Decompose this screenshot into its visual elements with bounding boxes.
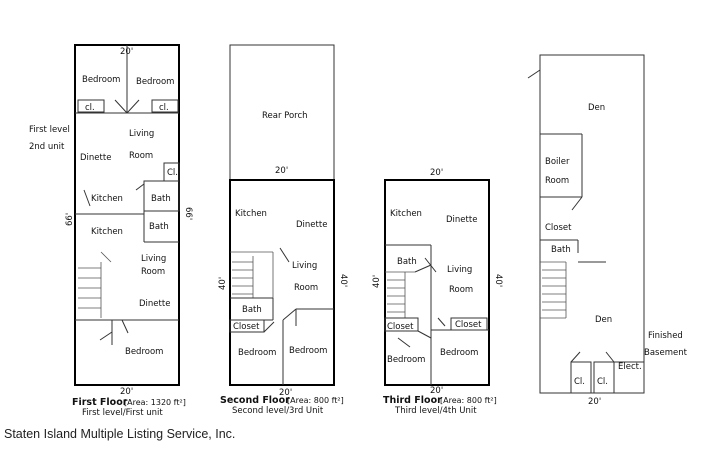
second-caption-main: Second Floor	[220, 395, 290, 406]
basement-elect: Elect.	[618, 362, 642, 372]
first-bottom-dim: 20'	[120, 387, 134, 397]
basement-stairs	[540, 262, 566, 318]
second-bottom-dim: 20'	[279, 388, 293, 398]
first-closet-mid: Cl.	[167, 168, 178, 178]
first-side-label-2: 2nd unit	[29, 142, 65, 152]
first-living-b-label-1: Living	[141, 254, 167, 264]
first-kitchen-bottom: Kitchen	[91, 227, 123, 237]
basement-boiler-label-1: Boiler	[545, 157, 570, 167]
basement-bottom-dim: 20'	[588, 397, 602, 407]
first-right-dim: 66'	[183, 207, 193, 221]
first-closet-right: cl.	[159, 103, 169, 113]
rear-porch-plan	[230, 45, 334, 180]
second-closet: Closet	[233, 322, 260, 332]
third-floor-stairs	[385, 272, 415, 318]
second-living-label-1: Living	[292, 261, 318, 271]
first-floor-plan	[29, 45, 193, 418]
basement-plan	[528, 55, 688, 407]
first-caption-main: First Floor	[72, 397, 128, 408]
first-caption-area: [Area: 1320 ft²]	[124, 398, 186, 407]
basement-side-label-2: Basement	[644, 348, 687, 358]
first-bath-top: Bath	[151, 194, 171, 204]
first-caption-sub: First level/First unit	[82, 408, 163, 418]
third-bedroom-left: Bedroom	[387, 355, 426, 365]
second-left-dim: 40'	[218, 276, 228, 290]
basement-closet-1: Cl.	[574, 377, 585, 387]
first-living-label-2: Room	[129, 151, 154, 161]
rear-porch-label: Rear Porch	[262, 111, 308, 121]
listing-footer: Staten Island Multiple Listing Service, Inc.	[4, 427, 236, 441]
first-floor-stairs	[78, 252, 111, 318]
third-right-dim: 40'	[493, 274, 503, 288]
basement-den-top: Den	[588, 103, 606, 113]
third-bedroom-right: Bedroom	[440, 348, 479, 358]
first-bath-bottom: Bath	[149, 222, 169, 232]
second-bedroom-left: Bedroom	[238, 348, 277, 358]
third-floor-plan	[372, 168, 503, 416]
first-kitchen-top: Kitchen	[91, 194, 123, 204]
second-floor-plan	[218, 166, 348, 416]
third-closet-right: Closet	[455, 320, 482, 330]
second-living-label-2: Room	[294, 283, 319, 293]
third-bottom-dim: 20'	[430, 386, 444, 396]
second-right-dim: 40'	[338, 274, 348, 288]
basement-boiler-label-2: Room	[545, 176, 570, 186]
third-closet-left: Closet	[387, 322, 414, 332]
second-caption-sub: Second level/3rd Unit	[232, 406, 324, 416]
third-bath: Bath	[397, 257, 417, 267]
third-caption-sub: Third level/4th Unit	[395, 406, 477, 416]
second-floor-stairs	[230, 252, 273, 298]
second-dinette: Dinette	[296, 220, 328, 230]
third-dinette: Dinette	[446, 215, 478, 225]
first-top-dim: 20'	[120, 47, 134, 57]
first-left-dim: 66'	[65, 212, 75, 226]
third-living-label-2: Room	[449, 285, 474, 295]
first-bedroom-right: Bedroom	[136, 77, 175, 87]
third-living-label-1: Living	[447, 265, 473, 275]
third-kitchen: Kitchen	[390, 209, 422, 219]
third-left-dim: 40'	[372, 274, 382, 288]
basement-closet-2: Cl.	[597, 377, 608, 387]
second-bedroom-right: Bedroom	[289, 346, 328, 356]
second-bath: Bath	[242, 305, 262, 315]
second-caption-area: [Area: 800 ft²]	[287, 396, 344, 405]
second-top-dim: 20'	[275, 166, 289, 176]
third-caption-area: [Area: 800 ft²]	[440, 396, 497, 405]
first-dinette-bottom: Dinette	[139, 299, 171, 309]
second-kitchen: Kitchen	[235, 209, 267, 219]
basement-closet: Closet	[545, 223, 572, 233]
basement-side-label-1: Finished	[648, 331, 683, 341]
first-living-b-label-2: Room	[141, 267, 166, 277]
third-top-dim: 20'	[430, 168, 444, 178]
basement-bath: Bath	[551, 245, 571, 255]
basement-den-bottom: Den	[595, 315, 613, 325]
first-bedroom-bottom: Bedroom	[125, 347, 164, 357]
first-side-label-1: First level	[29, 125, 70, 135]
first-bedroom-left: Bedroom	[82, 75, 121, 85]
first-dinette-top: Dinette	[80, 153, 112, 163]
first-living-label-1: Living	[129, 129, 155, 139]
third-caption-main: Third Floor	[383, 395, 442, 406]
first-closet-left: cl.	[85, 103, 95, 113]
